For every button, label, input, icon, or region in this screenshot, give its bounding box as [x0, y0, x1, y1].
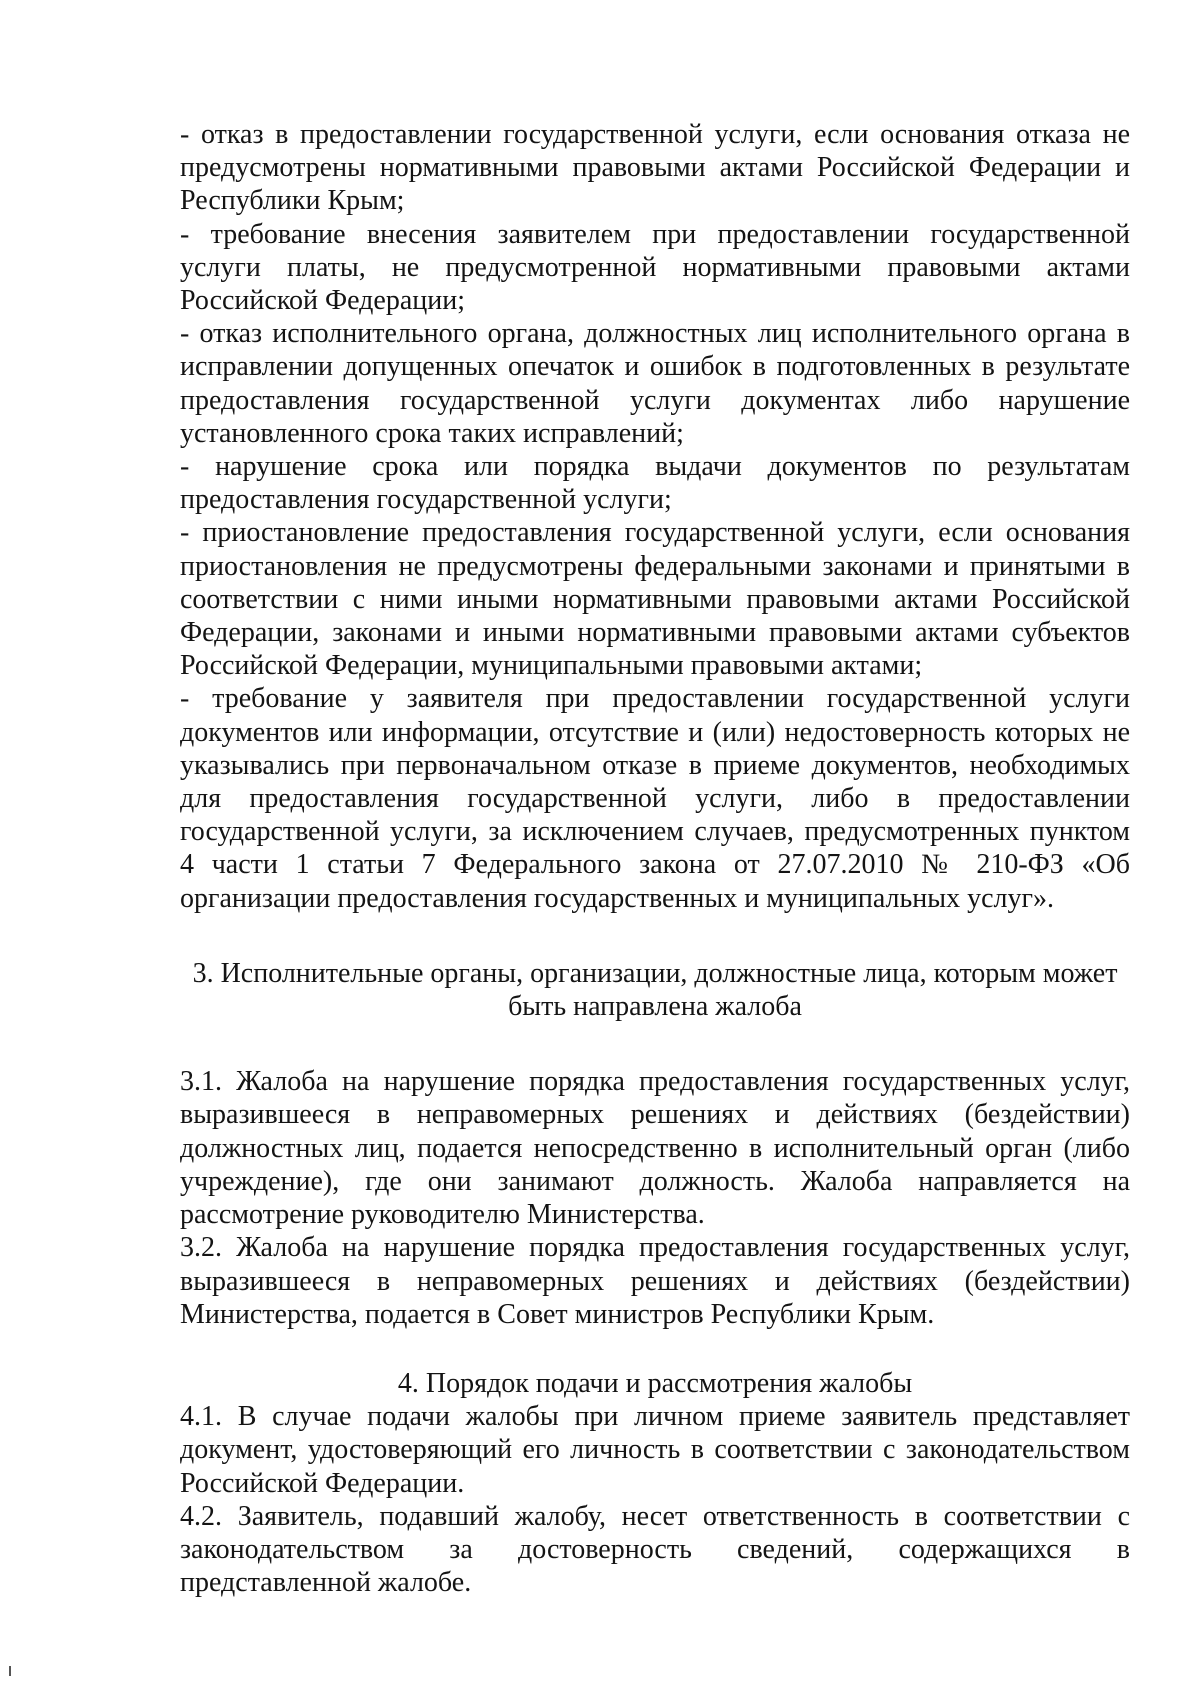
- bullet-refusal-correction: - отказ исполнительного органа, должностных лиц исполнительного органа в исправлении допущенных опечаток и ошибок в подготовленных в результате предоставления государственной услуги документах либо нарушение установленного срока таких исправлений;: [180, 318, 1130, 449]
- paragraph-4-1: 4.1. В случае подачи жалобы при личном приеме заявитель представляет документ, удостоверяющий его личность в соответствии с законодательством Российской Федерации.: [180, 1401, 1130, 1499]
- spacer: [180, 915, 1130, 957]
- bullet-fee-requirement: - требование внесения заявителем при предоставлении государственной услуги платы, не предусмотренной нормативными правовыми актами Российской Федерации;: [180, 218, 1130, 317]
- section-4-heading: 4. Порядок подачи и рассмотрения жалобы: [397, 1367, 913, 1399]
- paragraph-3-1: 3.1. Жалоба на нарушение порядка предоставления государственных услуг, выразившееся в неправомерных решениях и действиях (бездействии) должностных лиц, подается непосредственно в исполнительный орган (либо учреждение), где они занимают должность. Жалоба направляется на рассмотрение руководителю Министерства.: [180, 1066, 1130, 1231]
- scan-mark: [9, 1666, 11, 1676]
- spacer: [180, 1023, 1130, 1065]
- bullet-document-requirement: - требование у заявителя при предоставлении государственной услуги документов или информации, отсутствие и (или) недостоверность которых не указывались при первоначальном отказе в приеме документов, необходимых для предоставления государственной услуги, либо в предоставлении государственной услуги, за исключением случаев, предусмотренных пунктом 4 части 1 статьи 7 Федерального закона от 27.07.2010 № 210-ФЗ «Об организации предоставления государственных и муниципальных услуг».: [180, 683, 1130, 914]
- bullet-refusal-service: - отказ в предоставлении государственной услуги, если основания отказа не предусмотрены нормативными правовыми актами Российской Федерации и Республики Крым;: [180, 119, 1130, 217]
- section-3-heading-line-2: быть направлена жалоба: [508, 991, 802, 1023]
- section-3-heading-line-1: 3. Исполнительные органы, организации, должностные лица, которым может: [192, 957, 1118, 989]
- bullet-deadline-violation: - нарушение срока или порядка выдачи документов по результатам предоставления государственной услуги;: [180, 451, 1130, 516]
- document-page: [180, 118, 1130, 1599]
- section-3-heading: [180, 957, 1130, 1023]
- paragraph-4-2: 4.2. Заявитель, подавший жалобу, несет ответственность в соответствии с законодательством за достоверность сведений, содержащихся в представленной жалобе.: [180, 1500, 1130, 1599]
- paragraph-3-2: 3.2. Жалоба на нарушение порядка предоставления государственных услуг, выразившееся в неправомерных решениях и действиях (бездействии) Министерства, подается в Совет министров Республики Крым.: [180, 1232, 1130, 1330]
- spacer: [180, 1331, 1130, 1367]
- bullet-suspension: - приостановление предоставления государственной услуги, если основания приостановления не предусмотрены федеральными законами и принятыми в соответствии с ними иными нормативными правовыми актами Российской Федерации, законами и иными нормативными правовыми актами субъектов Российской Федерации, муниципальными правовыми актами;: [180, 517, 1130, 682]
